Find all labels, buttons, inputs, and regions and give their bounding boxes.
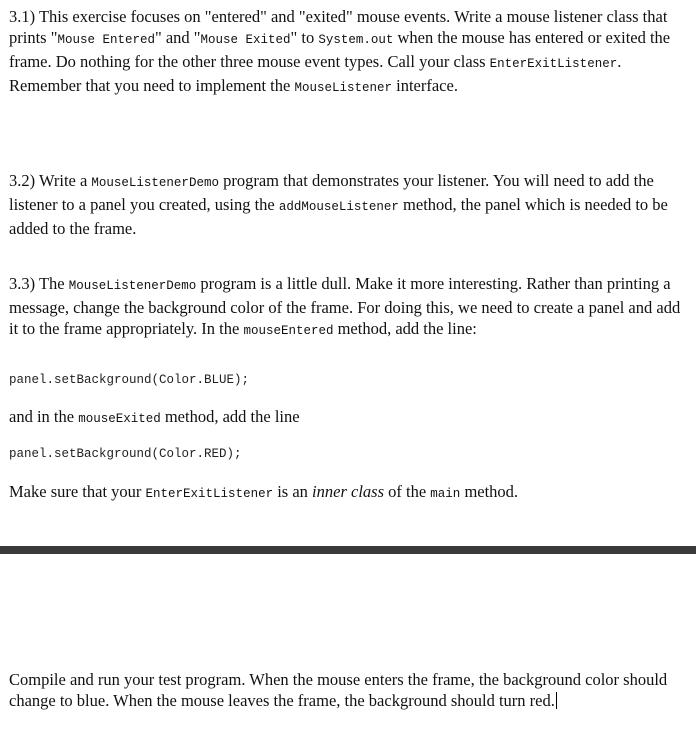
text: . Remember that you need to implement the <box>9 52 622 95</box>
text: method, add the line <box>160 407 300 426</box>
text: 3.1) This exercise focuses on "entered" and "exited" mouse events. Write a mouse listener class that prints " <box>9 7 668 47</box>
code-inline: MouseListenerDemo <box>91 176 219 190</box>
text: method, add the line: <box>333 319 477 338</box>
text-cursor <box>556 692 557 709</box>
text: 3.2) Write a <box>9 171 92 190</box>
text: when the mouse has entered or exited the frame. Do nothing for the other three mouse event types. Call your class <box>9 28 671 71</box>
text: method. <box>460 482 519 501</box>
code-line-red: panel.setBackground(Color.RED); <box>9 447 242 461</box>
text: " and " <box>154 28 201 47</box>
exercise-3-3 <box>9 273 685 342</box>
exercise-3-2 <box>9 170 685 239</box>
mouse-exited-instruction <box>9 406 685 430</box>
code-inline: EnterExitListener <box>145 487 274 501</box>
emphasis: inner class <box>312 482 385 501</box>
section-divider <box>0 546 696 554</box>
text: program that demonstrates your listener. You will need to add the listener to a panel you created, using the <box>9 171 654 214</box>
code-inline: addMouseListener <box>278 200 399 214</box>
code-inline: main <box>430 487 461 501</box>
text: of the <box>384 482 431 501</box>
code-inline: mouseEntered <box>243 324 334 338</box>
text: Compile and run your test program. When the mouse enters the frame, the background color should change to blue. When the mouse leaves the frame, the background should turn red. <box>9 670 668 710</box>
text: interface. <box>392 76 458 95</box>
code-line-blue: panel.setBackground(Color.BLUE); <box>9 373 250 387</box>
code-inline: MouseListener <box>294 81 392 95</box>
code-inline: mouseExited <box>78 412 161 426</box>
code-inline: EnterExitListener <box>489 57 618 71</box>
code-inline: Mouse Entered <box>57 33 155 47</box>
code-inline: MouseListenerDemo <box>68 279 197 293</box>
code-inline: Mouse Exited <box>200 33 291 47</box>
text: 3.3) The <box>9 274 69 293</box>
exercise-3-1 <box>9 6 685 99</box>
text: Make sure that your <box>9 482 146 501</box>
code-inline: System.out <box>318 33 394 47</box>
text: program is a little dull. Make it more interesting. Rather than printing a message, change the background color of the frame. For doing this, we need to create a panel and add it to the frame appropriately. In the <box>9 274 681 338</box>
inner-class-instruction <box>9 481 685 505</box>
text: " to <box>290 28 319 47</box>
footer-paragraph[interactable] <box>9 669 685 711</box>
text: is an <box>273 482 313 501</box>
text: method, the panel which is needed to be added to the frame. <box>9 195 668 238</box>
text: and in the <box>9 407 79 426</box>
